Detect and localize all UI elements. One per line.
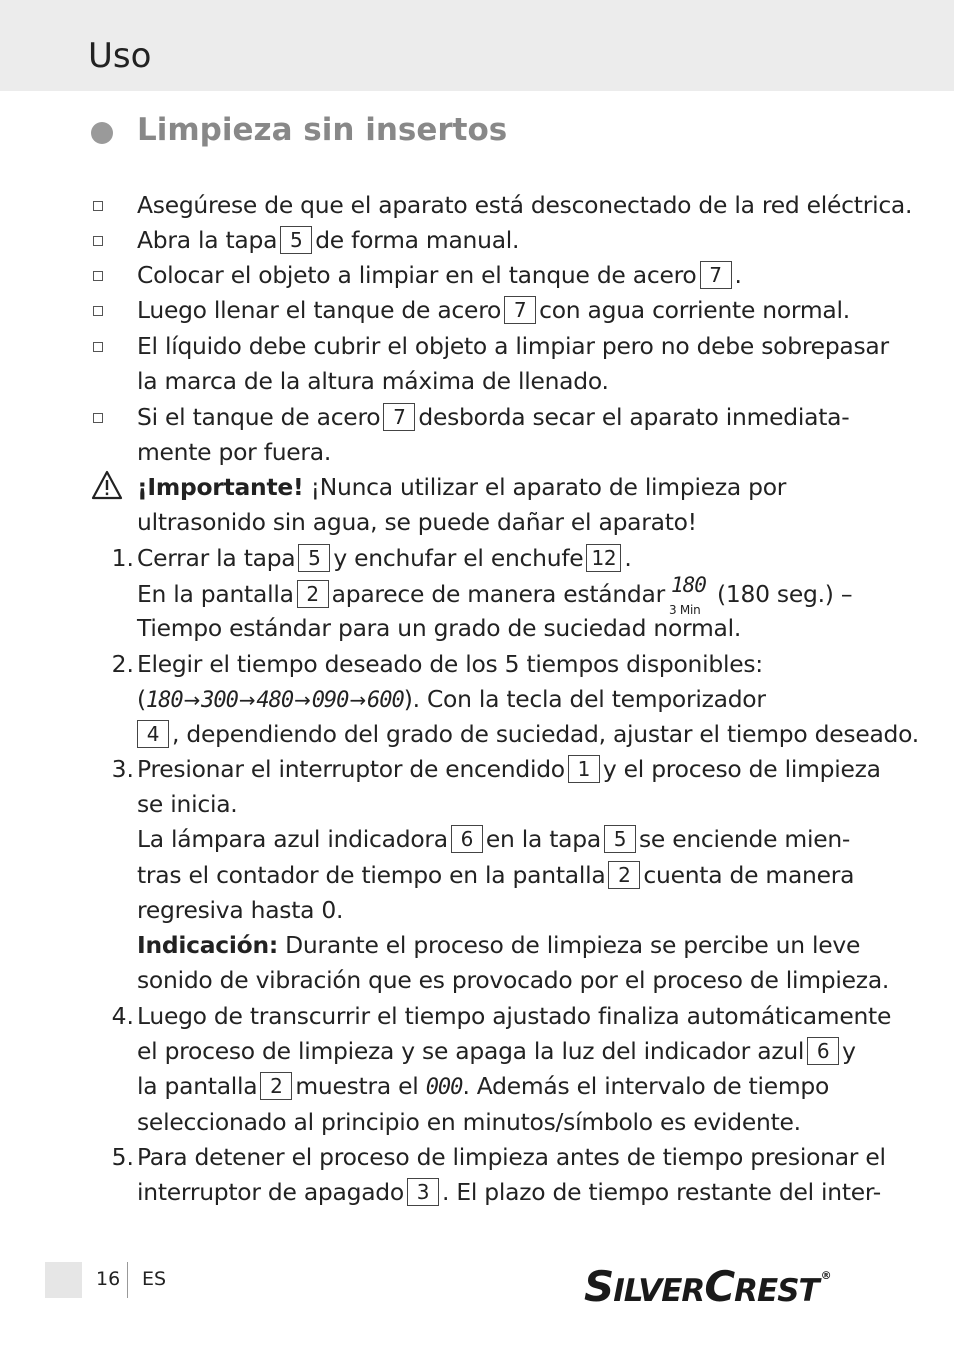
page-number: 16: [96, 1268, 121, 1290]
part-reference: 7: [700, 261, 732, 289]
arrow-right-icon: →: [294, 688, 311, 713]
page-title: Uso: [88, 36, 152, 76]
section-bullet-dot: [91, 122, 113, 144]
part-reference: 6: [807, 1037, 839, 1065]
warning-label: ¡Importante!: [137, 473, 304, 501]
step-1: Cerrar la tapa 5 y enchufar el enchufe 12 . En la pantalla 2 aparece de manera estándar 180 3 Min (180 seg.) – Tiempo estándar para un grado de suciedad normal.: [137, 544, 853, 643]
step-number: 3.: [111, 755, 134, 783]
lcd-time: 000: [425, 1075, 463, 1101]
part-reference: 6: [451, 825, 483, 853]
lcd-display-symbol: 180 3 Min: [668, 573, 706, 618]
step-number: 1.: [111, 544, 134, 572]
step-number: 2.: [111, 650, 134, 678]
step-number: 4.: [111, 1002, 134, 1030]
lcd-time: 480: [256, 688, 294, 714]
part-reference: 7: [504, 296, 536, 324]
list-item: Luego llenar el tanque de acero 7 con agua corriente normal.: [137, 296, 850, 324]
list-item: Asegúrese de que el aparato está desconectado de la red eléctrica.: [137, 191, 913, 219]
warning-icon: [91, 470, 123, 500]
bullet-square: [93, 201, 103, 211]
part-reference: 1: [568, 755, 600, 783]
arrow-right-icon: →: [183, 688, 201, 713]
part-reference: 3: [407, 1178, 439, 1206]
part-reference: 2: [260, 1072, 292, 1100]
lcd-time: 600: [366, 688, 404, 714]
part-reference: 5: [604, 825, 636, 853]
brand-logo: SILVERCREST ®: [584, 1262, 831, 1311]
footer-box: [45, 1262, 82, 1298]
part-reference: 7: [383, 403, 415, 431]
lcd-time: 090: [311, 688, 349, 714]
part-reference: 5: [280, 226, 312, 254]
part-reference: 4: [137, 720, 169, 748]
list-item: Abra la tapa 5 de forma manual.: [137, 226, 520, 254]
part-reference: 2: [608, 861, 640, 889]
section-title: Limpieza sin insertos: [137, 112, 508, 148]
arrow-right-icon: →: [238, 688, 256, 713]
bullet-square: [93, 306, 103, 316]
bullet-square: [93, 342, 103, 352]
language-code: ES: [142, 1268, 167, 1290]
lcd-time: 300: [201, 688, 238, 714]
lcd-time: 180: [145, 688, 183, 714]
step-2: Elegir el tiempo deseado de los 5 tiempos disponibles: (180→300→480→090→600). Con la tecla del temporizador 4 , dependiendo del grado de suciedad, ajustar el tiempo deseado.: [137, 650, 919, 749]
part-reference: 5: [298, 544, 330, 572]
list-item: Colocar el objeto a limpiar en el tanque de acero 7 .: [137, 261, 742, 289]
list-item: El líquido debe cubrir el objeto a limpiar pero no debe sobrepasar la marca de la altura máxima de llenado.: [137, 332, 889, 396]
arrow-right-icon: →: [349, 688, 366, 713]
list-item: Si el tanque de acero 7 desborda secar el aparato inmediata- mente por fuera.: [137, 403, 850, 467]
step-5: Para detener el proceso de limpieza antes de tiempo presionar el interruptor de apagado 3 . El plazo de tiempo restante del inter-: [137, 1143, 886, 1207]
warning-text: ¡Importante! ¡Nunca utilizar el aparato de limpieza por ultrasonido sin agua, se puede dañar el aparato!: [137, 473, 787, 537]
step-3: Presionar el interruptor de encendido 1 y el proceso de limpieza se inicia. La lámpara azul indicadora 6 en la tapa 5 se enciende mien- tras el contador de tiempo en la pantalla 2 cuenta de manera regresiva hasta 0. Indicación: Durante el proceso de limpieza se percibe un leve sonido de vibración que es provocado por el proceso de limpieza.: [137, 755, 890, 995]
footer-divider: [127, 1262, 128, 1298]
step-number: 5.: [111, 1143, 134, 1171]
bullet-square: [93, 413, 103, 423]
note-label: Indicación:: [137, 930, 278, 959]
bullet-square: [93, 271, 103, 281]
part-reference: 2: [297, 580, 329, 608]
part-reference: 12: [586, 544, 621, 572]
bullet-square: [93, 236, 103, 246]
step-4: Luego de transcurrir el tiempo ajustado finaliza automáticamente el proceso de limpieza y se apaga la luz del indicador azul 6 y la pantalla 2 muestra el 000. Además el intervalo de tiempo seleccionado al principio en minutos/símbolo es evidente.: [137, 1002, 892, 1136]
